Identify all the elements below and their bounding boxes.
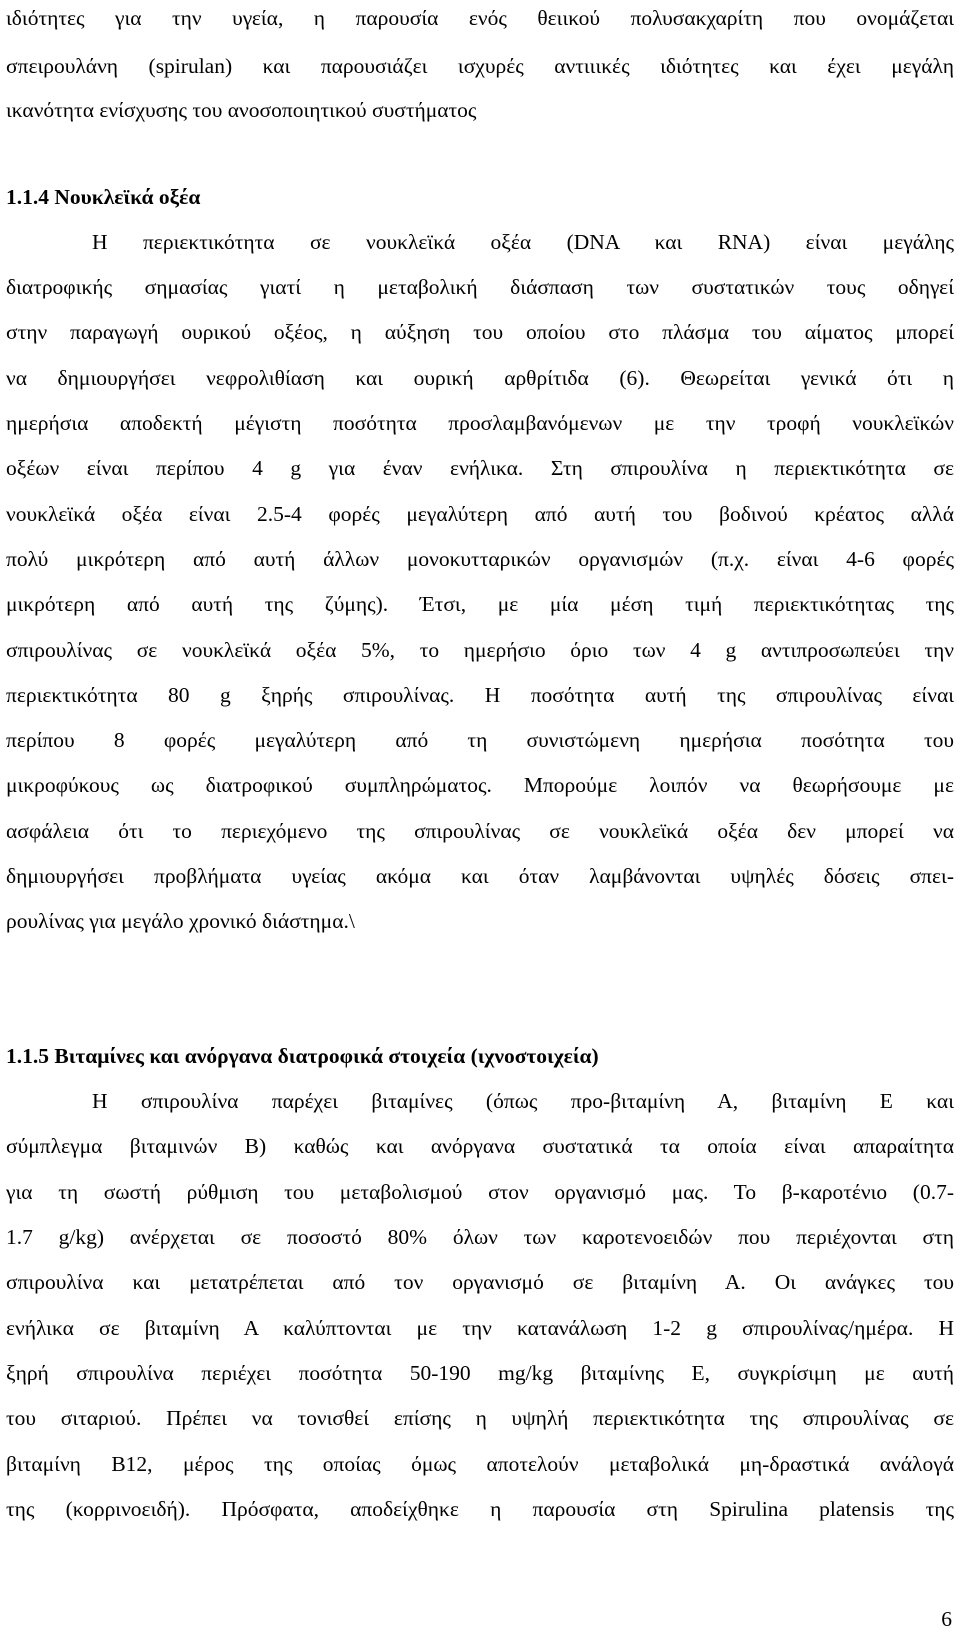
body-text-line: στην παραγωγή ουρικού οξέος, η αύξηση του οποίου στο πλάσμα του αίματος μπορεί <box>6 320 954 344</box>
body-text-line: ξηρή σπιρουλίνα περιέχει ποσότητα 50-190 mg/kg βιταμίνης Ε, συγκρίσιμη με αυτή <box>6 1361 954 1385</box>
section-heading: 1.1.4 Νουκλεϊκά οξέα <box>6 185 201 209</box>
body-text-line: ημερήσια αποδεκτή μέγιστη ποσότητα προσλαμβανόμενων με την τροφή νουκλεϊκών <box>6 411 954 435</box>
body-text-line: ρουλίνας για μεγάλο χρονικό διάστημα.\ <box>6 909 355 933</box>
body-text-line: να δημιουργήσει νεφρολιθίαση και ουρική αρθρίτιδα (6). Θεωρείται γενικά ότι η <box>6 366 954 390</box>
body-text-line: του σιταριού. Πρέπει να τονισθεί επίσης η υψηλή περιεκτικότητα της σπιρουλίνας σε <box>6 1406 954 1430</box>
body-text-line: Η περιεκτικότητα σε νουκλεϊκά οξέα (DNA και RNA) είναι μεγάλης <box>92 230 954 254</box>
body-text-line: ιδιότητες για την υγεία, η παρουσία ενός θειικού πολυσακχαρίτη που ονομάζεται <box>6 6 954 30</box>
page-number: 6 <box>941 1607 952 1631</box>
body-text-line: σπιρουλίνας σε νουκλεϊκά οξέα 5%, το ημερήσιο όριο των 4 g αντιπροσωπεύει την <box>6 638 954 662</box>
body-text-line: σύμπλεγμα βιταμινών Β) καθώς και ανόργανα συστατικά τα οποία είναι απαραίτητα <box>6 1134 954 1158</box>
body-text-line: ικανότητα ενίσχυσης του ανοσοποιητικού συστήματος <box>6 98 477 122</box>
body-text-line: της (κορρινοειδή). Πρόσφατα, αποδείχθηκε η παρουσία στη Spirulina platensis της <box>6 1497 954 1521</box>
body-text-line: ενήλικα σε βιταμίνη Α καλύπτονται με την κατανάλωση 1-2 g σπιρουλίνας/ημέρα. Η <box>6 1316 954 1340</box>
body-text-line: πολύ μικρότερη από αυτή άλλων μονοκυτταρικών οργανισμών (π.χ. είναι 4-6 φορές <box>6 547 954 571</box>
body-text-line: 1.7 g/kg) ανέρχεται σε ποσοστό 80% όλων των καροτενοειδών που περιέχονται στη <box>6 1225 954 1249</box>
body-text-line: οξέων είναι περίπου 4 g για έναν ενήλικα. Στη σπιρουλίνα η περιεκτικότητα σε <box>6 456 954 480</box>
body-text-line: μικροφύκους ως διατροφικού συμπληρώματος. Μπορούμε λοιπόν να θεωρήσουμε με <box>6 773 954 797</box>
body-text-line: ασφάλεια ότι το περιεχόμενο της σπιρουλίνας σε νουκλεϊκά οξέα δεν μπορεί να <box>6 819 954 843</box>
body-text-line: περίπου 8 φορές μεγαλύτερη από τη συνιστώμενη ημερήσια ποσότητα του <box>6 728 954 752</box>
body-text-line: σπειρουλάνη (spirulan) και παρουσιάζει ισχυρές αντιιικές ιδιότητες και έχει μεγάλη <box>6 54 954 78</box>
body-text-line: μικρότερη από αυτή της ζύμης). Έτσι, με μία μέση τιμή περιεκτικότητας της <box>6 592 954 616</box>
body-text-line: Η σπιρουλίνα παρέχει βιταμίνες (όπως προ-βιταμίνη Α, βιταμίνη Ε και <box>92 1089 954 1113</box>
body-text-line: διατροφικής σημασίας γιατί η μεταβολική διάσπαση των συστατικών τους οδηγεί <box>6 275 954 299</box>
body-text-line: περιεκτικότητα 80 g ξηρής σπιρουλίνας. Η ποσότητα αυτή της σπιρουλίνας είναι <box>6 683 954 707</box>
body-text-line: νουκλεϊκά οξέα είναι 2.5-4 φορές μεγαλύτερη από αυτή του βοδινού κρέατος αλλά <box>6 502 954 526</box>
section-heading: 1.1.5 Βιταμίνες και ανόργανα διατροφικά στοιχεία (ιχνοστοιχεία) <box>6 1044 599 1068</box>
body-text-line: βιταμίνη Β12, μέρος της οποίας όμως αποτελούν μεταβολικά μη-δραστικά ανάλογά <box>6 1452 954 1476</box>
body-text-line: για τη σωστή ρύθμιση του μεταβολισμού στον οργανισμό μας. Το β-καροτένιο (0.7- <box>6 1180 954 1204</box>
body-text-line: σπιρουλίνα και μετατρέπεται από τον οργανισμό σε βιταμίνη Α. Οι ανάγκες του <box>6 1270 954 1294</box>
body-text-line: δημιουργήσει προβλήματα υγείας ακόμα και όταν λαμβάνονται υψηλές δόσεις σπει- <box>6 864 954 888</box>
